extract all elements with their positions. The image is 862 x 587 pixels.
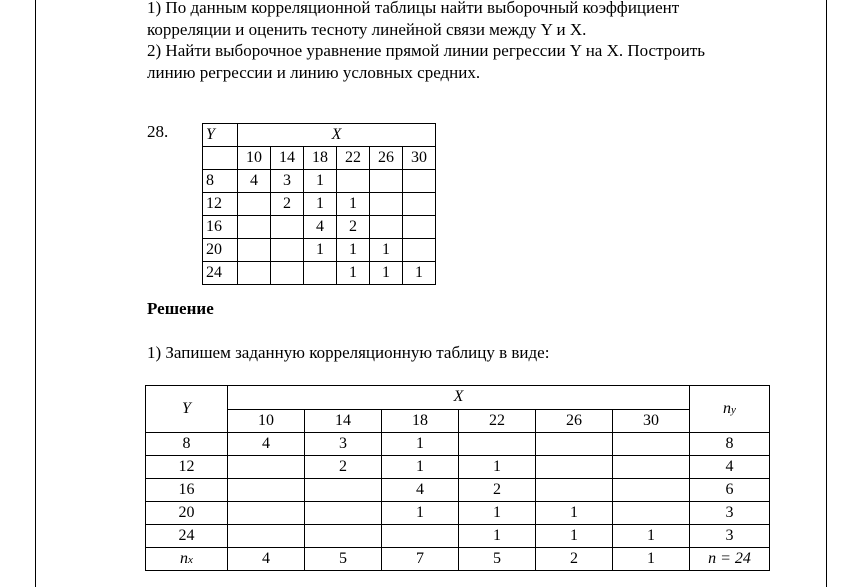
t2-cell xyxy=(536,479,613,502)
t2-cell xyxy=(228,479,305,502)
task-paragraph-2 xyxy=(147,40,787,84)
t1-cell xyxy=(271,262,304,285)
t1-y-value: 12 xyxy=(203,193,238,216)
t1-cell xyxy=(403,193,436,216)
t2-cell: 1 xyxy=(382,456,459,479)
t2-ny-value: 3 xyxy=(690,525,770,548)
t2-cell: 2 xyxy=(305,456,382,479)
variant-correlation-table xyxy=(202,123,436,285)
t2-cell xyxy=(536,456,613,479)
t2-cell: 1 xyxy=(459,502,536,525)
variant-number: 28. xyxy=(147,122,169,141)
t2-y-value: 24 xyxy=(146,525,228,548)
task-paragraph-1 xyxy=(147,0,787,41)
t2-cell xyxy=(228,502,305,525)
t1-y-value: 8 xyxy=(203,170,238,193)
t2-x-value: 10 xyxy=(228,409,305,433)
t2-cell: 1 xyxy=(459,456,536,479)
t1-cell xyxy=(271,239,304,262)
t1-cell: 1 xyxy=(403,262,436,285)
t1-y-value: 20 xyxy=(203,239,238,262)
t1-corner-cell xyxy=(203,147,238,170)
t2-cell xyxy=(459,433,536,456)
t2-nx-n: n xyxy=(180,550,189,567)
t1-x-value: 14 xyxy=(271,147,304,170)
t1-cell: 1 xyxy=(337,193,370,216)
task-line-1a: 1) По данным корреляционной таблицы найти выборочный коэффициент xyxy=(147,0,680,17)
t2-x-value: 30 xyxy=(613,409,690,433)
t2-cell xyxy=(305,525,382,548)
t2-cell: 1 xyxy=(382,502,459,525)
t2-header-row xyxy=(146,386,770,410)
t2-cell xyxy=(613,456,690,479)
t1-cell: 2 xyxy=(271,193,304,216)
t2-cell: 1 xyxy=(536,525,613,548)
t2-nx-value: 1 xyxy=(613,548,690,571)
t2-cell: 1 xyxy=(613,525,690,548)
t1-cell xyxy=(238,216,271,239)
t1-cell xyxy=(238,262,271,285)
t1-x-value: 10 xyxy=(238,147,271,170)
t2-ny-label xyxy=(690,386,770,433)
t1-data-row xyxy=(203,193,436,216)
t2-cell: 3 xyxy=(305,433,382,456)
t1-cell: 1 xyxy=(304,170,337,193)
t2-data-row xyxy=(146,433,770,456)
solution-correlation-table xyxy=(145,385,770,571)
t2-cell xyxy=(613,479,690,502)
t2-nx-value: 5 xyxy=(305,548,382,571)
t2-x-value: 26 xyxy=(536,409,613,433)
t2-cell: 4 xyxy=(382,479,459,502)
solution-step-1: 1) Запишем заданную корреляционную таблицу в виде: xyxy=(147,343,550,362)
t1-cell: 2 xyxy=(337,216,370,239)
t1-cell xyxy=(370,193,403,216)
t2-nx-value: 2 xyxy=(536,548,613,571)
t2-cell: 1 xyxy=(459,525,536,548)
t2-nx-row xyxy=(146,548,770,571)
t2-ny-n: n xyxy=(723,400,732,417)
t2-nx-value: 5 xyxy=(459,548,536,571)
t2-cell xyxy=(228,525,305,548)
t2-data-row xyxy=(146,525,770,548)
t1-cell xyxy=(238,239,271,262)
t1-cell xyxy=(403,216,436,239)
t2-y-value: 16 xyxy=(146,479,228,502)
t2-cell: 4 xyxy=(228,433,305,456)
t2-cell xyxy=(228,456,305,479)
t1-y-value: 16 xyxy=(203,216,238,239)
t2-cell xyxy=(613,502,690,525)
page-border-right xyxy=(826,0,827,587)
t1-y-value: 24 xyxy=(203,262,238,285)
t2-nx-value: 7 xyxy=(382,548,459,571)
t2-ny-value: 8 xyxy=(690,433,770,456)
t1-data-row xyxy=(203,239,436,262)
t1-cell: 1 xyxy=(370,262,403,285)
t2-y-value: 8 xyxy=(146,433,228,456)
t2-y-label: Y xyxy=(146,386,228,433)
t1-cell xyxy=(370,216,403,239)
t1-cell xyxy=(304,262,337,285)
t1-header-row xyxy=(203,124,436,147)
t1-cell: 1 xyxy=(337,262,370,285)
t1-x-values-row xyxy=(203,147,436,170)
t2-x-value: 22 xyxy=(459,409,536,433)
t2-cell: 2 xyxy=(459,479,536,502)
t2-ny-sub: y xyxy=(731,404,736,416)
t2-cell: 1 xyxy=(382,433,459,456)
t2-data-row xyxy=(146,502,770,525)
page-border-left xyxy=(35,0,36,587)
t2-y-value: 20 xyxy=(146,502,228,525)
t1-x-label: X xyxy=(238,124,436,147)
t1-data-row xyxy=(203,216,436,239)
task-line-2a: 2) Найти выборочное уравнение прямой линии регрессии Y на X. Построить xyxy=(147,41,706,60)
t1-cell: 1 xyxy=(304,193,337,216)
t2-cell xyxy=(305,502,382,525)
t1-cell xyxy=(370,170,403,193)
t1-cell xyxy=(337,170,370,193)
t1-cell xyxy=(271,216,304,239)
t1-cell xyxy=(238,193,271,216)
t2-data-row xyxy=(146,456,770,479)
t2-nx-sub: x xyxy=(188,554,193,566)
task-line-2b: линию регрессии и линию условных средних. xyxy=(147,63,481,82)
t1-x-value: 30 xyxy=(403,147,436,170)
t1-cell: 4 xyxy=(304,216,337,239)
t2-nx-label xyxy=(146,548,228,571)
t1-x-value: 26 xyxy=(370,147,403,170)
t1-cell: 1 xyxy=(370,239,403,262)
t1-x-value: 18 xyxy=(304,147,337,170)
t1-cell xyxy=(403,170,436,193)
t2-x-values-row xyxy=(146,409,770,433)
t2-y-value: 12 xyxy=(146,456,228,479)
t2-x-value: 14 xyxy=(305,409,382,433)
t2-cell: 1 xyxy=(536,502,613,525)
t2-data-row xyxy=(146,479,770,502)
t1-cell xyxy=(403,239,436,262)
t1-cell: 4 xyxy=(238,170,271,193)
t1-cell: 1 xyxy=(304,239,337,262)
t1-data-row xyxy=(203,170,436,193)
t2-ny-value: 4 xyxy=(690,456,770,479)
t1-x-value: 22 xyxy=(337,147,370,170)
t2-x-label: X xyxy=(228,386,690,410)
t2-nx-value: 4 xyxy=(228,548,305,571)
t2-cell xyxy=(536,433,613,456)
t2-cell xyxy=(305,479,382,502)
task-line-1b: корреляции и оценить тесноту линейной связи между Y и X. xyxy=(147,20,587,39)
t2-total: n = 24 xyxy=(690,548,770,571)
solution-heading: Решение xyxy=(147,299,214,318)
t2-ny-value: 6 xyxy=(690,479,770,502)
t1-cell: 3 xyxy=(271,170,304,193)
t1-data-row xyxy=(203,262,436,285)
t2-cell xyxy=(613,433,690,456)
t2-cell xyxy=(382,525,459,548)
t1-y-label: Y xyxy=(203,124,238,147)
t1-cell: 1 xyxy=(337,239,370,262)
t2-ny-value: 3 xyxy=(690,502,770,525)
t2-x-value: 18 xyxy=(382,409,459,433)
